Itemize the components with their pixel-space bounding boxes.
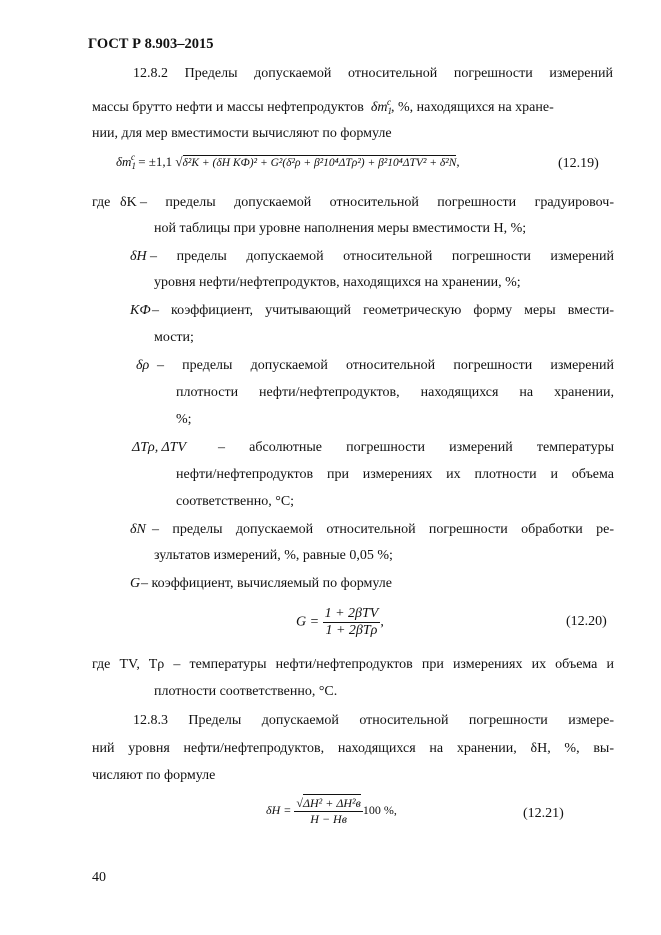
- fraction-numerator: [294, 794, 363, 812]
- fraction-denominator: H − Hв: [310, 812, 347, 826]
- fraction-denominator: 1 + 2βTρ: [325, 623, 378, 638]
- fraction: [294, 794, 363, 827]
- where-item-text: уровня нефти/нефтепродуктов, находящихся на хранении, %;: [154, 275, 521, 290]
- paragraph-line: плотности соответственно, °С.: [154, 684, 338, 699]
- equation-lhs: G =: [296, 614, 320, 630]
- sqrt-sign: √: [175, 154, 183, 169]
- where-item-text: соответственно, °С;: [176, 494, 295, 509]
- equation-lhs: δH =: [266, 803, 292, 817]
- where-item-text: – коэффициент, учитывающий геометрическую форму меры вмести-: [152, 303, 614, 318]
- equation-tail: 100 %,: [362, 803, 397, 817]
- where-item-text: – пределы допускаемой относительной погрешности обработки ре-: [152, 522, 614, 537]
- equation-prefix: = ±1,1: [138, 154, 173, 169]
- where-item-symbol: δH: [130, 249, 147, 264]
- where-item-symbol: δK: [120, 195, 137, 210]
- paragraph-line: числяют по формуле: [92, 768, 216, 783]
- where-label: где: [92, 195, 111, 210]
- equation-number: (12.21): [523, 806, 564, 821]
- sqrt-sign: √: [296, 796, 303, 810]
- equation-number: (12.20): [566, 614, 607, 629]
- fraction-numerator: 1 + 2βTV: [324, 606, 379, 621]
- equation-12-21: [266, 794, 397, 827]
- equation-number: (12.19): [558, 156, 599, 171]
- where-item-text: %;: [176, 412, 192, 427]
- where-item-text: – пределы допускаемой относительной погрешности градуировоч-: [140, 195, 614, 210]
- fraction: [323, 606, 381, 639]
- paragraph-line: где TV, Tρ – температуры нефти/нефтепродуктов при измерениях их объема и: [92, 657, 614, 672]
- page-number: 40: [92, 870, 106, 885]
- symbol-delta-m: $\delta m_1^с$: [116, 152, 136, 171]
- paragraph-line: нии, для мер вместимости вычисляют по формуле: [92, 126, 392, 141]
- equation-suffix: ,: [456, 154, 460, 169]
- where-item-symbol: δρ: [136, 358, 150, 373]
- paragraph-line: ний уровня нефти/нефтепродуктов, находящихся на хранении, δH, %, вы-: [92, 741, 614, 756]
- paragraph-line: 12.8.2 Пределы допускаемой относительной погрешности измерений: [133, 66, 613, 81]
- paragraph-line: [92, 97, 614, 116]
- where-item-text: зультатов измерений, %, равные 0,05 %;: [154, 548, 393, 563]
- where-item-text: – абсолютные погрешности измерений температуры: [218, 440, 614, 455]
- text-fragment: массы брутто нефти и массы нефтепродуктов: [92, 100, 364, 115]
- text-fragment: , %, находящихся на хране-: [390, 100, 554, 115]
- equation-radicand: δ²K + (δH KФ)² + G²(δ²ρ + β²10⁴ΔTρ²) + β²10⁴ΔTV² + δ²N: [182, 157, 457, 169]
- equation-12-20: [296, 606, 384, 639]
- where-item-text: – пределы допускаемой относительной погрешности измерений: [150, 249, 614, 264]
- where-item-symbol: ΔTρ, ΔTV: [132, 440, 187, 455]
- where-item-symbol: δN: [130, 522, 146, 537]
- where-item-text: нефти/нефтепродуктов при измерениях их плотности и объема: [176, 467, 614, 482]
- where-item-symbol: G: [130, 576, 141, 591]
- symbol-delta-m: $\delta m_1^с$: [367, 97, 392, 116]
- where-item-text: – пределы допускаемой относительной погрешности измерений: [157, 358, 614, 373]
- equation-12-19: [116, 152, 460, 171]
- where-item-text: мости;: [154, 330, 194, 345]
- where-item-text: плотности нефти/нефтепродуктов, находящихся на хранении,: [176, 385, 614, 400]
- equation-suffix: ,: [380, 614, 384, 630]
- where-item-symbol: KФ: [130, 303, 151, 318]
- paragraph-line: 12.8.3 Пределы допускаемой относительной погрешности измере-: [133, 713, 614, 728]
- where-item-text: ной таблицы при уровне наполнения меры вместимости H, %;: [154, 221, 527, 236]
- where-item-text: – коэффициент, вычисляемый по формуле: [141, 576, 392, 591]
- radicand: ΔH² + ΔH²в: [302, 796, 361, 810]
- document-header: ГОСТ Р 8.903–2015: [88, 36, 214, 52]
